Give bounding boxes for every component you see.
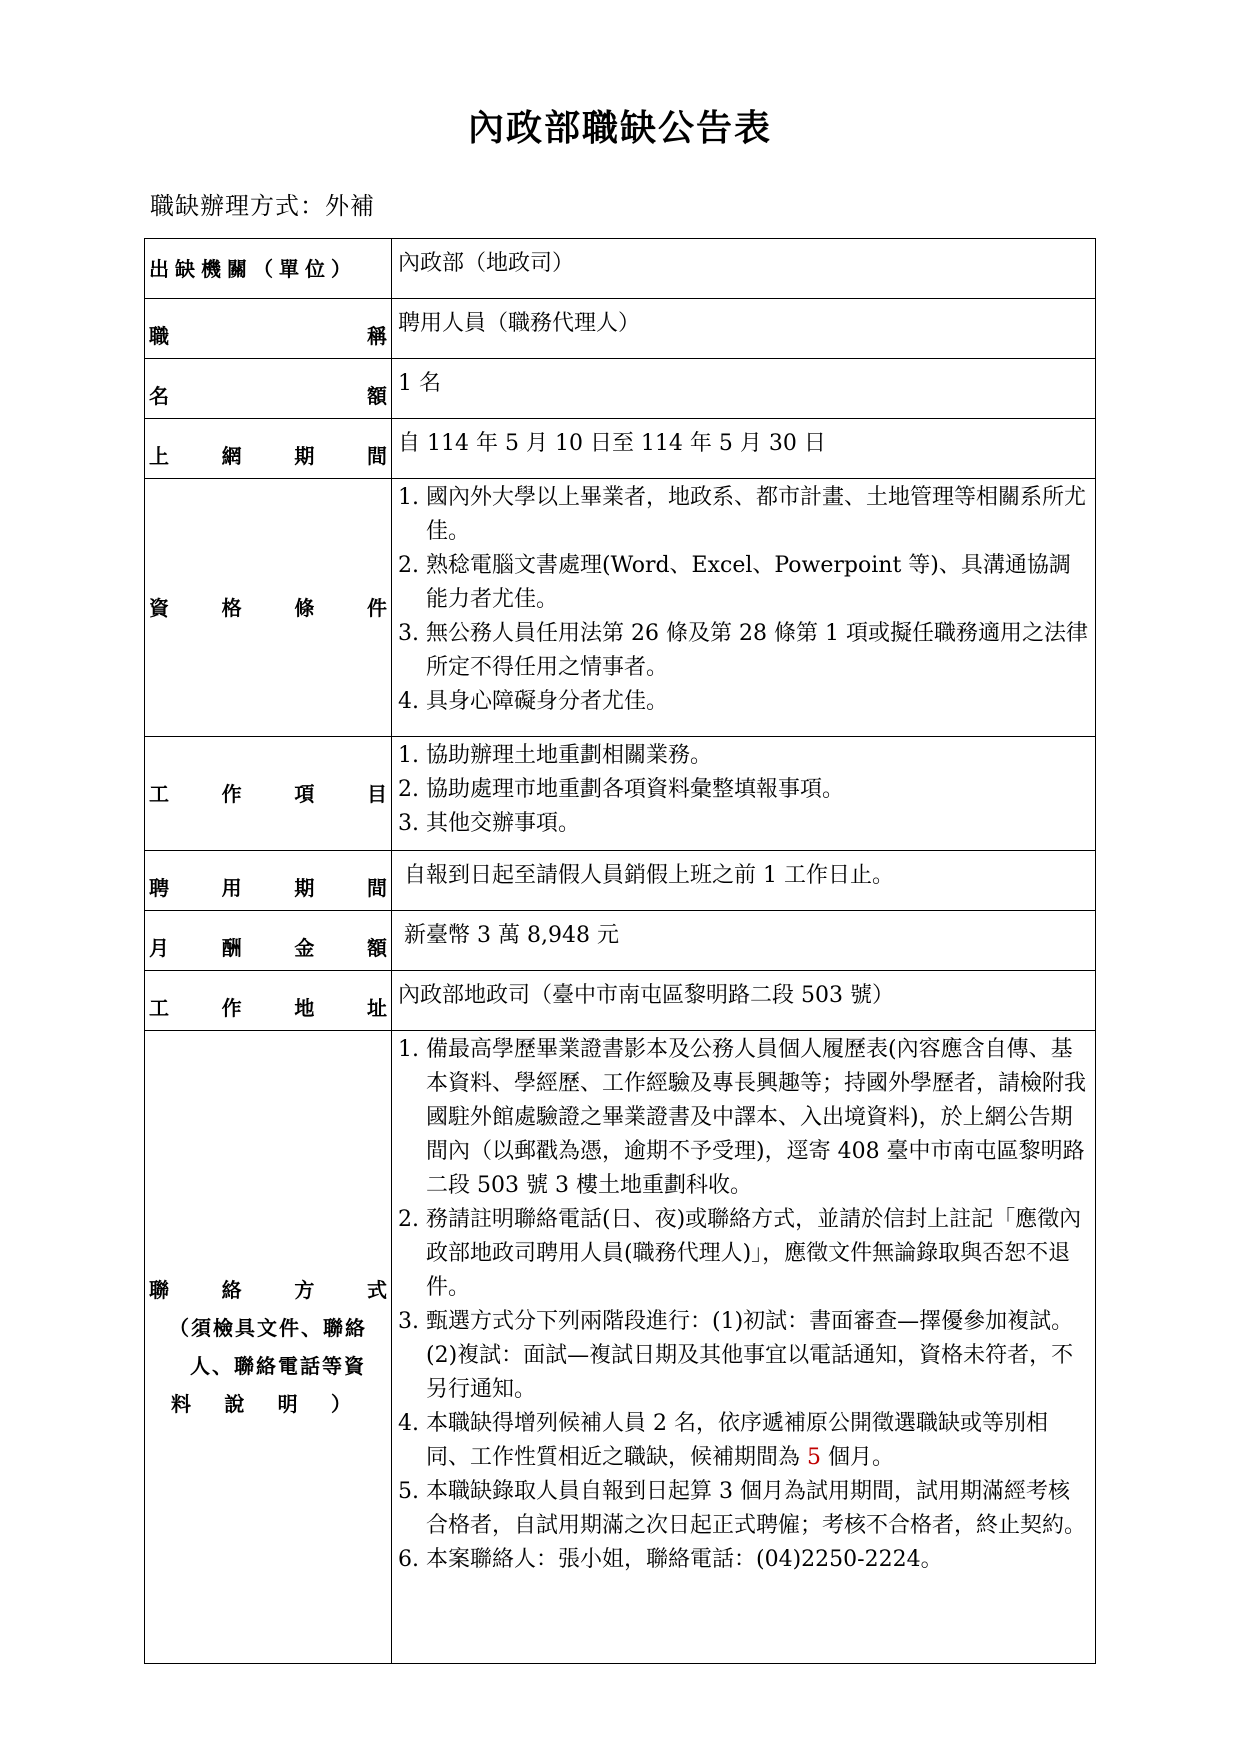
list-item: 4. 具身心障礙身分者尤佳。 xyxy=(398,689,669,714)
value-contact xyxy=(392,1031,1096,1664)
list-item: 5. 本職缺錄取人員自報到日起算 3 個月為試用期間，試用期滿經考核合格者，自試用期滿之次日起正式聘僱；考核不合格者，終止契約。 xyxy=(398,1479,1087,1538)
label-posting-period: 上 網 期 間 xyxy=(145,419,392,479)
label-position: 職 稱 xyxy=(145,299,392,359)
row-qualifications xyxy=(145,479,1096,737)
value-position: 聘用人員（職務代理人） xyxy=(392,299,1096,359)
list-item: 3. 甄選方式分下列兩階段進行：(1)初試：書面審查—擇優參加複試。(2)複試：面試—複試日期及其他事宜以電話通知，資格未符者，不另行通知。 xyxy=(398,1309,1074,1402)
label-qualifications: 資 格 條 件 xyxy=(145,479,392,737)
list-item: 1. 協助辦理土地重劃相關業務。 xyxy=(398,743,713,768)
label-agency: 出缺機關（單位） xyxy=(145,239,392,299)
list-item: 2. 熟稔電腦文書處理(Word、Excel、Powerpoint 等)、具溝通協調能力者尤佳。 xyxy=(398,553,1071,612)
page-title: 內政部職缺公告表 xyxy=(467,107,772,149)
list-item: 3. 無公務人員任用法第 26 條及第 28 條第 1 項或擬任職務適用之法律所定不得任用之情事者。 xyxy=(398,621,1088,680)
list-item: 2. 協助處理市地重劃各項資料彙整填報事項。 xyxy=(398,777,845,802)
row-contact xyxy=(145,1031,1096,1664)
list-item: 3. 其他交辦事項。 xyxy=(398,811,581,836)
label-work-address: 工 作 地 址 xyxy=(145,971,392,1031)
list-item: 2. 務請註明聯絡電話(日、夜)或聯絡方式，並請於信封上註記「應徵內政部地政司聘用人員(職務代理人)」，應徵文件無論錄取與否恕不退件。 xyxy=(398,1207,1082,1300)
row-position xyxy=(145,299,1096,359)
value-duties xyxy=(392,737,1096,851)
row-agency xyxy=(145,239,1096,299)
row-employment-term xyxy=(145,851,1096,911)
row-quota xyxy=(145,359,1096,419)
recruitment-method: 職缺辦理方式：外補 xyxy=(150,192,375,220)
list-item: 1. 國內外大學以上畢業者，地政系、都市計畫、土地管理等相關系所尤佳。 xyxy=(398,485,1087,544)
label-contact: 聯 絡 方 式 （須檢具文件、聯絡 人、聯絡電話等資 料 說 明 ） xyxy=(145,1031,392,1664)
row-work-address xyxy=(145,971,1096,1031)
row-duties xyxy=(145,737,1096,851)
value-posting-period: 自 114 年 5 月 10 日至 114 年 5 月 30 日 xyxy=(392,419,1096,479)
highlight-number: 5 xyxy=(807,1445,821,1470)
value-qualifications xyxy=(392,479,1096,737)
label-salary: 月 酬 金 額 xyxy=(145,911,392,971)
list-item: 1. 備最高學歷畢業證書影本及公務人員個人履歷表(內容應含自傳、基本資料、學經歷、工作經驗及專長興趣等；持國外學歷者，請檢附我國駐外館處驗證之畢業證書及中譯本、入出境資料)，於上網公告期間內（以郵戳為憑，逾期不予受理)，逕寄 408 臺中市南屯區黎明路二段 503 號 3 樓土地重劃科收。 xyxy=(398,1037,1087,1198)
row-salary xyxy=(145,911,1096,971)
vacancy-table xyxy=(144,238,1096,1664)
label-quota: 名 額 xyxy=(145,359,392,419)
value-agency: 內政部（地政司） xyxy=(392,239,1096,299)
list-item: 4. 本職缺得增列候補人員 2 名，依序遞補原公開徵選職缺或等別相同、工作性質相近之職缺，候補期間為 5 個月。 xyxy=(398,1411,1048,1470)
label-employment-term: 聘 用 期 間 xyxy=(145,851,392,911)
value-employment-term: 自報到日起至請假人員銷假上班之前 1 工作日止。 xyxy=(392,851,1096,911)
row-posting-period xyxy=(145,419,1096,479)
label-duties: 工 作 項 目 xyxy=(145,737,392,851)
value-salary: 新臺幣 3 萬 8,948 元 xyxy=(392,911,1096,971)
value-work-address: 內政部地政司（臺中市南屯區黎明路二段 503 號） xyxy=(392,971,1096,1031)
value-quota: 1 名 xyxy=(392,359,1096,419)
list-item: 6. 本案聯絡人：張小姐，聯絡電話：(04)2250-2224。 xyxy=(398,1547,943,1572)
